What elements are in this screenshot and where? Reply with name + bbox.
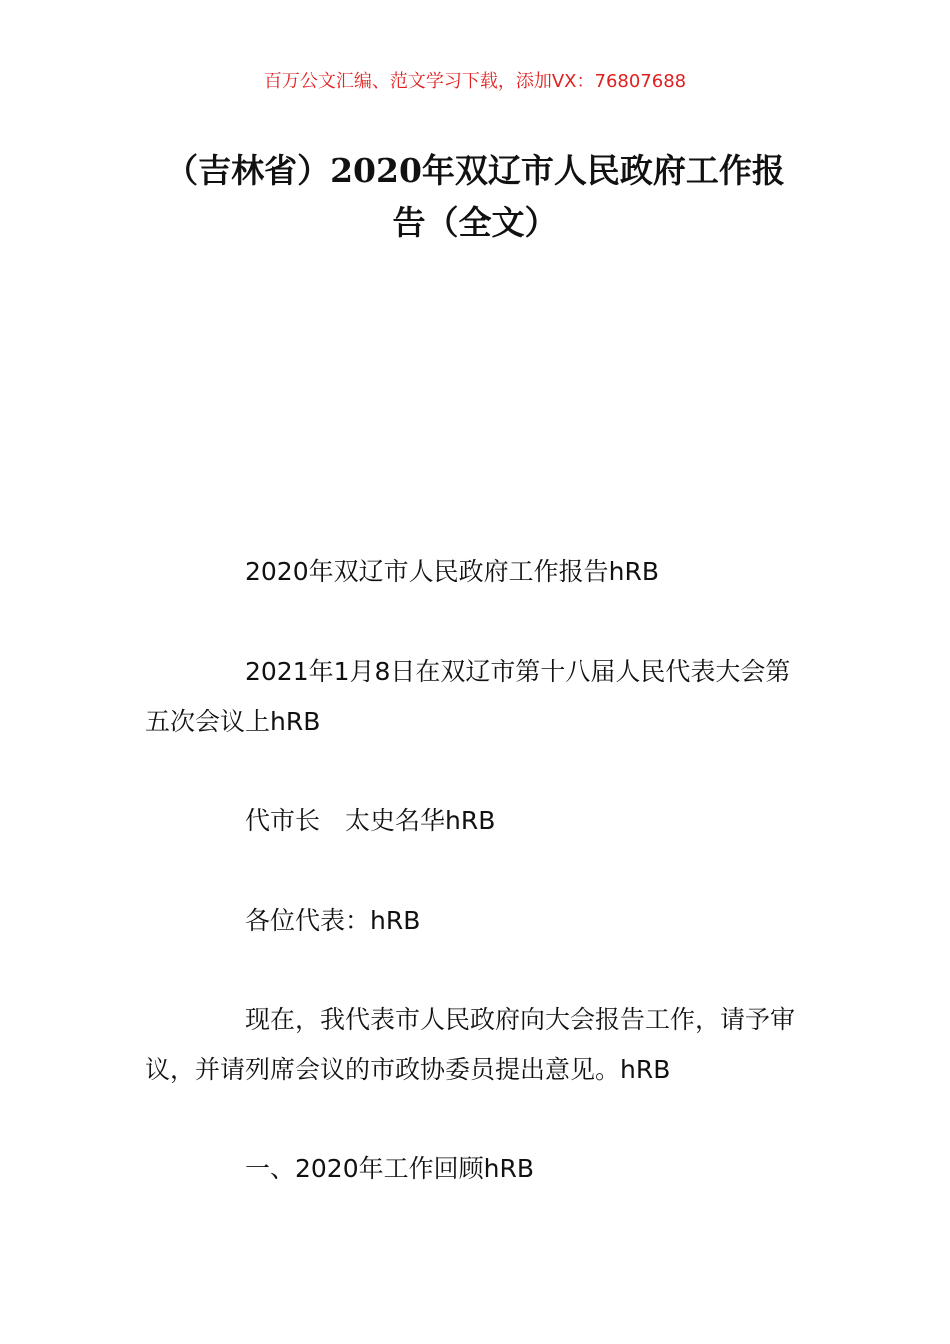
section-heading-review: 一、2020年工作回顾hRB [245, 1154, 534, 1183]
paragraph-speaker: 代市长 太史名华hRB [245, 806, 496, 835]
document-title [145, 145, 805, 249]
paragraph-salutation: 各位代表：hRB [245, 906, 421, 935]
header-advert-note: 百万公文汇编、范文学习下载，添加VX：76807688 [263, 71, 687, 92]
paragraph-meeting-date: 2021年1月8日在双辽市第十八届人民代表大会第五次会议上hRB [145, 657, 791, 736]
document-title-line-1: （吉林省）2020年双辽市人民政府工作报 [165, 151, 785, 190]
document-title-line-2: 告（全文） [392, 203, 558, 242]
paragraph-report-heading: 2020年双辽市人民政府工作报告hRB [245, 557, 659, 586]
paragraph-opening: 现在，我代表市人民政府向大会报告工作，请予审议，并请列席会议的市政协委员提出意见。hRB [145, 1005, 796, 1084]
